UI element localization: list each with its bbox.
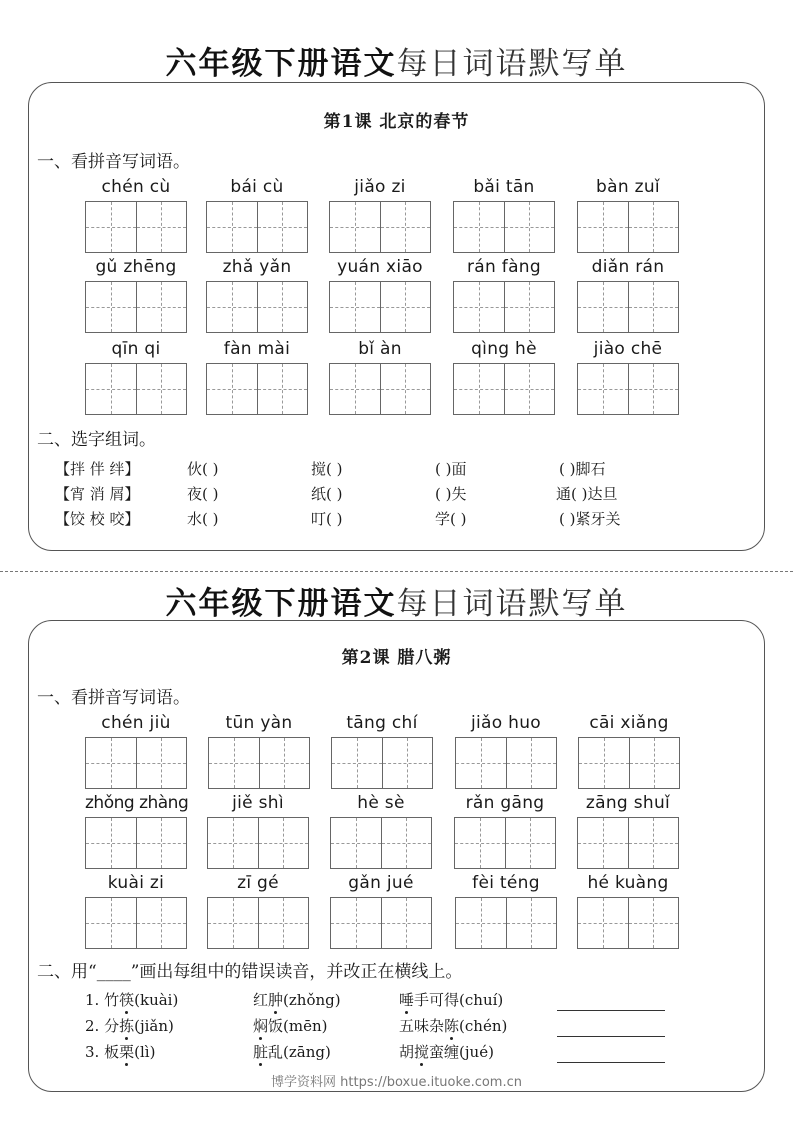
writing-group[interactable] <box>207 873 309 949</box>
choose-item[interactable]: 学( ) <box>435 510 467 528</box>
pinyin-reading: (jué) <box>459 1043 494 1061</box>
choose-item[interactable]: ( )失 <box>435 485 467 503</box>
writing-group[interactable] <box>85 177 187 253</box>
dotted-char: 焖 <box>253 1017 269 1035</box>
correction-item: 脏乱(zāng) <box>253 1043 331 1061</box>
pinyin-label: jiǎo zi <box>354 177 406 197</box>
pinyin-label: jiě shì <box>232 793 284 813</box>
writing-group[interactable] <box>454 793 556 869</box>
pinyin-label: bàn zuǐ <box>596 177 660 197</box>
sheet1-card <box>28 82 765 551</box>
pinyin-label: chén cù <box>101 177 171 197</box>
writing-group[interactable] <box>206 177 308 253</box>
correction-item: 红肿(zhǒng) <box>253 991 341 1009</box>
pinyin-label: kuài zi <box>107 873 165 893</box>
tianzige-boxes[interactable] <box>330 897 432 949</box>
correction-item: 焖饭(mēn) <box>253 1017 328 1035</box>
sheet2-title-light: 每日词语默写单 <box>396 586 628 622</box>
cut-line-divider <box>0 571 793 572</box>
writing-group[interactable] <box>330 793 432 869</box>
writing-group[interactable] <box>453 339 555 415</box>
sheet1-lesson-title: 第1课 北京的春节 <box>323 112 470 132</box>
pinyin-reading: (chuí) <box>459 991 504 1009</box>
choose-item[interactable]: 夜( ) <box>187 485 219 503</box>
writing-group[interactable] <box>577 177 679 253</box>
tianzige-boxes[interactable] <box>85 897 187 949</box>
choose-item[interactable]: 搅( ) <box>311 460 343 478</box>
sheet2-section1-heading: 一、看拼音写词语。 <box>37 688 190 708</box>
tianzige-boxes[interactable] <box>331 737 433 789</box>
writing-group[interactable] <box>85 257 187 333</box>
tianzige-boxes[interactable] <box>453 201 555 253</box>
writing-group[interactable] <box>206 339 308 415</box>
tianzige-boxes[interactable] <box>85 201 187 253</box>
pinyin-label: yuán xiāo <box>337 257 423 277</box>
pinyin-label: tūn yàn <box>225 713 293 733</box>
tianzige-boxes[interactable] <box>453 363 555 415</box>
dotted-char: 搅 <box>414 1043 430 1061</box>
writing-group[interactable] <box>577 793 679 869</box>
pinyin-label: jiǎo huo <box>470 713 542 733</box>
dotted-char: 肿 <box>268 991 284 1009</box>
pinyin-label: bái cù <box>230 177 284 197</box>
dotted-char: 唾 <box>399 991 415 1009</box>
choose-group-label: 【饺 校 咬】 <box>55 510 140 528</box>
tianzige-boxes[interactable] <box>85 363 187 415</box>
pinyin-label: zhǎ yǎn <box>222 257 292 277</box>
sheet1-title <box>0 38 793 83</box>
sheet2-section2-heading: 二、用“____”画出每组中的错误读音，并改正在横线上。 <box>37 962 463 982</box>
tianzige-boxes[interactable] <box>208 737 310 789</box>
pinyin-reading: (zāng) <box>283 1043 331 1061</box>
pinyin-label: gǔ zhēng <box>95 257 177 277</box>
correction-item: 1. 竹筷(kuài) <box>85 991 179 1009</box>
writing-group[interactable] <box>85 793 187 869</box>
tianzige-boxes[interactable] <box>577 897 679 949</box>
sheet2-lesson-title: 第2课 腊八粥 <box>341 648 452 668</box>
choose-item[interactable]: 水( ) <box>187 510 219 528</box>
tianzige-boxes[interactable] <box>453 281 555 333</box>
choose-item[interactable]: ( )脚石 <box>559 460 606 478</box>
pinyin-label: bǐ àn <box>358 339 402 359</box>
answer-blank-line[interactable] <box>557 1062 665 1063</box>
writing-group[interactable] <box>206 257 308 333</box>
writing-group[interactable] <box>455 713 557 789</box>
pinyin-label: qīn qi <box>111 339 161 359</box>
sheet1-section1-heading: 一、看拼音写词语。 <box>37 152 190 172</box>
item-number: 2. <box>85 1017 100 1035</box>
tianzige-boxes[interactable] <box>85 737 187 789</box>
dotted-char: 栗 <box>119 1043 135 1061</box>
dotted-char: 筷 <box>119 991 135 1009</box>
item-number: 1. <box>85 991 100 1009</box>
dotted-char: 陈 <box>444 1017 460 1035</box>
tianzige-boxes[interactable] <box>85 281 187 333</box>
choose-item[interactable]: 叮( ) <box>311 510 343 528</box>
choose-item[interactable]: 纸( ) <box>311 485 343 503</box>
pinyin-label: diǎn rán <box>591 257 665 277</box>
choose-item[interactable]: 通( )达旦 <box>556 485 618 503</box>
writing-group[interactable] <box>207 793 309 869</box>
writing-group[interactable] <box>329 177 431 253</box>
sheet2-title-bold: 六年级下册语文 <box>165 586 397 622</box>
writing-group[interactable] <box>329 257 431 333</box>
pinyin-label: fàn mài <box>223 339 291 359</box>
pinyin-label: qìng hè <box>471 339 537 359</box>
pinyin-reading: (zhǒng) <box>283 991 341 1009</box>
writing-group[interactable] <box>85 873 187 949</box>
answer-blank-line[interactable] <box>557 1010 665 1011</box>
item-number: 3. <box>85 1043 100 1061</box>
choose-group-label: 【宵 消 屑】 <box>55 485 140 503</box>
tianzige-boxes[interactable] <box>207 897 309 949</box>
pinyin-label: gǎn jué <box>348 873 414 893</box>
tianzige-boxes[interactable] <box>577 363 679 415</box>
choose-group-label: 【拌 伴 绊】 <box>55 460 140 478</box>
pinyin-reading: (jiǎn) <box>134 1017 174 1035</box>
tianzige-boxes[interactable] <box>329 281 431 333</box>
tianzige-boxes[interactable] <box>577 817 679 869</box>
pinyin-reading: (lì) <box>134 1043 156 1061</box>
tianzige-boxes[interactable] <box>330 817 432 869</box>
tianzige-boxes[interactable] <box>578 737 680 789</box>
pinyin-reading: (kuài) <box>134 991 179 1009</box>
tianzige-boxes[interactable] <box>206 201 308 253</box>
writing-group[interactable] <box>455 873 557 949</box>
tianzige-boxes[interactable] <box>455 737 557 789</box>
sheet2-card <box>28 620 765 1092</box>
pinyin-label: zhǒng zhàng <box>85 793 189 813</box>
pinyin-label: zī gé <box>237 873 279 893</box>
pinyin-label: tāng chí <box>346 713 418 733</box>
pinyin-label: zāng shuǐ <box>585 793 671 813</box>
pinyin-label: chén jiù <box>101 713 171 733</box>
tianzige-boxes[interactable] <box>577 281 679 333</box>
sheet1-title-bold: 六年级下册语文 <box>165 46 397 82</box>
writing-group[interactable] <box>85 339 187 415</box>
tianzige-boxes[interactable] <box>207 817 309 869</box>
writing-group[interactable] <box>208 713 310 789</box>
writing-group[interactable] <box>453 257 555 333</box>
correction-item: 唾手可得(chuí) <box>399 991 504 1009</box>
watermark-footer: 博学资料网 https://boxue.ituoke.com.cn <box>271 1075 522 1090</box>
pinyin-reading: (mēn) <box>283 1017 328 1035</box>
writing-group[interactable] <box>453 177 555 253</box>
tianzige-boxes[interactable] <box>455 897 557 949</box>
writing-group[interactable] <box>330 873 432 949</box>
writing-group[interactable] <box>577 257 679 333</box>
writing-group[interactable] <box>578 713 680 789</box>
pinyin-label: bǎi tān <box>473 177 535 197</box>
writing-group[interactable] <box>577 339 679 415</box>
choose-item[interactable]: 伙( ) <box>187 460 219 478</box>
tianzige-boxes[interactable] <box>206 281 308 333</box>
tianzige-boxes[interactable] <box>577 201 679 253</box>
writing-group[interactable] <box>85 713 187 789</box>
pinyin-reading: (chén) <box>459 1017 508 1035</box>
correction-item: 胡搅蛮缠(jué) <box>399 1043 494 1061</box>
correction-item: 2. 分拣(jiǎn) <box>85 1017 174 1035</box>
pinyin-label: rán fàng <box>467 257 541 277</box>
pinyin-label: rǎn gāng <box>465 793 545 813</box>
choose-item[interactable]: ( )面 <box>435 460 467 478</box>
writing-group[interactable] <box>329 339 431 415</box>
writing-group[interactable] <box>577 873 679 949</box>
correction-item: 3. 板栗(lì) <box>85 1043 156 1061</box>
pinyin-label: hè sè <box>357 793 405 813</box>
tianzige-boxes[interactable] <box>85 817 187 869</box>
pinyin-label: cāi xiǎng <box>589 713 669 733</box>
dotted-char: 脏 <box>253 1043 269 1061</box>
sheet1-title-light: 每日词语默写单 <box>396 46 628 82</box>
tianzige-boxes[interactable] <box>329 201 431 253</box>
dotted-char: 拣 <box>119 1017 135 1035</box>
correction-item: 五味杂陈(chén) <box>399 1017 508 1035</box>
sheet1-section2-heading: 二、选字组词。 <box>37 430 156 450</box>
pinyin-label: hé kuàng <box>587 873 669 893</box>
choose-item[interactable]: ( )紧牙关 <box>559 510 621 528</box>
tianzige-boxes[interactable] <box>329 363 431 415</box>
writing-group[interactable] <box>331 713 433 789</box>
pinyin-label: jiào chē <box>593 339 663 359</box>
pinyin-label: fèi téng <box>472 873 540 893</box>
tianzige-boxes[interactable] <box>206 363 308 415</box>
sheet2-title <box>0 578 793 623</box>
tianzige-boxes[interactable] <box>454 817 556 869</box>
answer-blank-line[interactable] <box>557 1036 665 1037</box>
